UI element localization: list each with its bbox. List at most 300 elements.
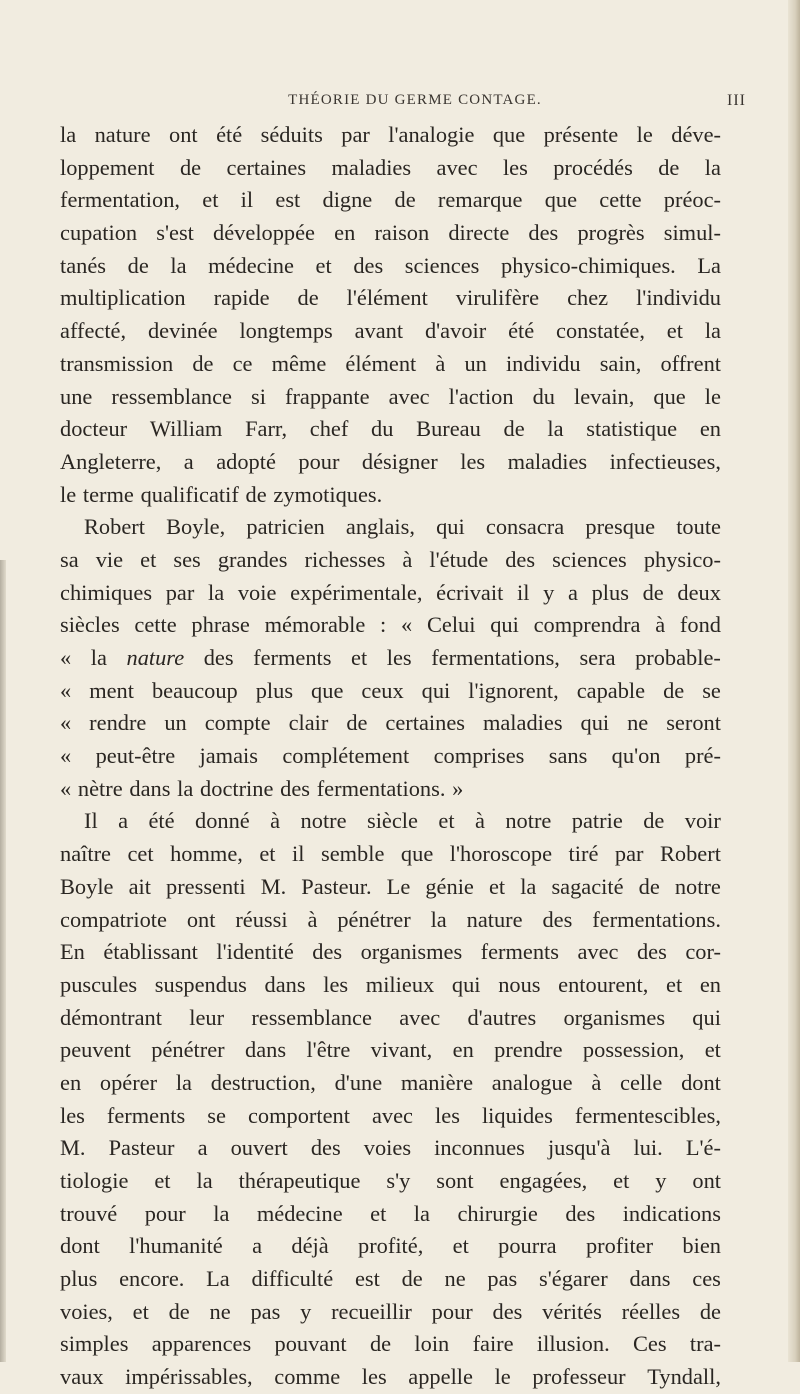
word: d'une [334,1069,383,1095]
text-line [60,805,721,838]
word: déve- [671,122,721,147]
word: en [60,1069,82,1095]
text-line [60,577,721,610]
word: que [492,122,526,147]
word: de [369,1331,392,1357]
word: ne [444,1266,466,1292]
page-edge-shadow [788,0,800,1362]
word: tanés [60,252,107,278]
word: doctrine [200,775,274,801]
word: de [394,187,416,213]
word: que [311,677,344,703]
word: des [312,939,343,965]
word: été [148,808,175,834]
word: des [542,906,573,932]
word: même [271,350,327,376]
word: ait [128,873,151,899]
word: loppement [60,154,155,180]
word: comme [274,1364,341,1390]
word: tiologie [60,1168,129,1193]
text-line [60,1067,721,1100]
word: qui [692,1004,721,1030]
word: siècle [366,808,418,834]
word: qui [490,612,519,638]
text-line [60,1296,721,1329]
word: de [168,1298,190,1324]
word: s'est [156,220,194,246]
word: Boyle [60,873,114,899]
word: ont [169,122,198,147]
word: docteur [60,416,128,442]
word: de [297,285,319,311]
word: milieux [365,971,435,997]
word: à [307,906,318,932]
word: comprendra [533,612,641,638]
word: Robert [84,514,145,540]
word: l'analogie [388,122,475,147]
word: remarque [437,187,523,213]
word: la [90,645,107,670]
word: et [259,841,276,867]
word: déjà [291,1233,329,1259]
word: la [207,579,225,605]
word: pouvant [274,1331,347,1357]
word: appelle [408,1364,473,1390]
text-line [60,217,721,250]
word: les [460,448,486,474]
word: ses [173,546,201,572]
text-line [60,1230,721,1263]
word: cette [134,612,177,638]
word: par [341,122,370,147]
word: toute [676,514,721,540]
word: médecine [208,252,294,278]
word: désigner [361,448,438,474]
word: sain, [599,350,642,376]
word: Angleterre, [60,448,162,474]
word: grandes [217,546,288,572]
word: tiré [568,841,599,867]
word: qui [580,710,610,736]
word: et [315,252,332,278]
word: séduits [260,122,323,147]
word: dans [129,775,171,801]
word: un [164,710,187,736]
word: l'action [448,383,514,409]
text-line [60,642,721,675]
word: manière [400,1069,474,1095]
word: pénétrer [337,906,411,932]
word: comprises [433,743,525,769]
word: la [196,1168,213,1193]
text-line [60,479,721,512]
word: de [179,154,202,180]
text-line [60,544,721,577]
word: l'horoscope [449,841,553,867]
word: beaucoup [151,677,238,703]
word: profiter [585,1233,654,1259]
word: et [154,1168,171,1193]
word: multiplication [60,285,186,311]
word: zymotiques. [273,481,383,507]
word: avec [399,1004,441,1030]
word: et [452,1233,469,1259]
word: des [505,546,536,572]
word: été [216,122,243,147]
word: notre [505,808,552,834]
word: leur [189,1004,225,1030]
word: devinée [147,318,218,344]
word: Pasteur. [301,873,372,899]
word: la [413,1200,430,1226]
word: « [60,710,72,736]
word: mémorable [264,612,366,638]
word: tra- [689,1331,721,1357]
word: a [183,448,194,474]
word: physico- [643,546,721,572]
word: clair [288,710,329,736]
word: d'autres [467,1004,537,1030]
word: a [197,1135,208,1161]
word: celle [620,1069,663,1095]
text-line [60,282,721,315]
word: naître [60,841,111,867]
word: il [516,579,530,605]
word: nature [126,645,185,670]
word: nature [466,906,523,932]
word: de [127,252,149,278]
text-line [60,184,721,217]
word: chirurgie [457,1200,538,1226]
word: se [207,1102,226,1128]
word: profité, [358,1233,424,1259]
word: offrent [660,350,721,376]
word: les [60,1102,85,1128]
text-line [60,1132,721,1165]
word: opérer [99,1069,158,1095]
word: Il [84,808,98,834]
word: adopté [216,448,276,474]
word: patrie [571,808,623,834]
word: frappante [284,383,370,409]
word: La [206,1266,230,1292]
word: Boyle, [166,514,226,540]
word: seront [666,710,721,736]
word: se [702,677,721,703]
word: directe [448,220,510,246]
word: ceux [361,677,404,703]
word: Robert [659,841,721,867]
word: compatriote [60,906,167,932]
word: comportent [247,1102,350,1128]
word: maladies [507,448,588,474]
text-line [60,413,721,446]
word: la [213,1200,230,1226]
word: de [642,579,664,605]
word: des [636,939,667,965]
word: Farr, [245,416,288,442]
word: ces [692,1266,721,1292]
word: a [567,579,578,605]
word: dans [264,971,306,997]
word: notre [674,873,721,899]
word: plus [60,1266,98,1292]
word: présente [543,122,619,147]
word: génie [425,873,474,899]
word: pour [298,448,340,474]
word: « [60,775,72,801]
word: y [655,1168,667,1193]
word: statistique [586,416,678,442]
text-line [60,1034,721,1067]
word: la [177,775,194,801]
word: anglais, [345,514,415,540]
word: dont [681,1069,721,1095]
word: ne [627,710,649,736]
word: ont [692,1168,721,1193]
text-line [60,1165,721,1198]
word: en [334,220,356,246]
word: voir [684,808,721,834]
word: sans [548,743,588,769]
text-line [60,1002,721,1035]
word: progrès [577,220,645,246]
text-line [60,969,721,1002]
word: ouvert [230,1135,288,1161]
word: entourent, [558,971,649,997]
word: pourra [498,1233,557,1259]
text-line [60,838,721,871]
word: de [643,808,665,834]
word: organismes [360,939,463,965]
word: probable- [635,645,721,670]
page-number: III [727,92,746,109]
word: de [192,350,214,376]
text-line [60,1100,721,1133]
word: expérimentale, [290,579,423,605]
word: sciences [404,252,480,278]
word: les [386,645,412,670]
word: fermentation, [60,187,180,213]
word: levain, [574,383,635,409]
word: rendre [89,710,147,736]
word: réelles [621,1298,681,1324]
word: raison [374,220,430,246]
word: vivant, [370,1037,433,1063]
text-line [60,1328,721,1361]
word: et [488,873,506,899]
word: sont [436,1168,474,1193]
word: nous [498,971,541,997]
word: plus [255,677,294,703]
word: a [252,1233,263,1259]
word: dans [245,1037,287,1063]
word: dans [629,1266,671,1292]
word: professeur [532,1364,626,1390]
word: impérissables, [125,1364,253,1390]
word: procédés [553,154,633,180]
word: consacra [485,514,565,540]
word: que [653,383,686,409]
word: engagées, [499,1168,588,1193]
word: analogue [491,1069,573,1095]
word: et [704,1037,721,1063]
word: ressemblance [251,1004,372,1030]
word: une [60,383,93,409]
text-line [60,773,721,806]
word: « [60,743,72,769]
word: lui. [633,1135,663,1161]
word: la [60,122,77,147]
binding-shadow [0,560,6,1362]
text-line [60,381,721,414]
text-line [60,936,721,969]
word: à [591,1069,602,1095]
word: l'individu [636,285,721,311]
word: maladies [482,710,563,736]
word: qualificatif [140,481,239,507]
word: trouvé [60,1200,118,1226]
word: infectieuses, [609,448,721,474]
word: et [613,1168,630,1193]
word: la [704,318,721,344]
word: il [292,841,305,867]
word: du [532,383,555,409]
word: les [502,154,528,180]
word: la [547,416,564,442]
word: virulifère [455,285,540,311]
word: à [655,612,666,638]
word: certaines [226,154,307,180]
word: voies, [60,1298,113,1324]
word: et [202,187,219,213]
text-line [60,250,721,283]
word: la [175,1069,192,1095]
word: et [140,546,157,572]
word: en [699,971,721,997]
word: affecté, [60,318,127,344]
word: peuvent [60,1037,131,1063]
word: des [492,1298,523,1324]
word: liquides [481,1102,553,1128]
word: pressenti [166,873,246,899]
word: il [240,187,254,213]
word: puscules [60,971,138,997]
word: homme, [170,841,243,867]
text-line [60,707,721,740]
word: avant [354,318,404,344]
word: digne [322,187,373,213]
word: d'avoir [424,318,487,344]
word: complétement [282,743,410,769]
word: dont [60,1233,100,1259]
word: l'identité [216,939,294,965]
word: chef [309,416,349,442]
text-line [60,740,721,773]
word: des [280,775,310,801]
word: pénétrer [151,1037,225,1063]
word: les [361,1364,387,1390]
word: un [464,350,487,376]
word: les [323,971,349,997]
word: ferments [253,645,332,670]
word: sera [579,645,616,670]
word: ferments [480,939,559,965]
word: des [310,1135,341,1161]
text-line [60,152,721,185]
word: jusqu'à [547,1135,611,1161]
word: l'humanité [129,1233,223,1259]
word: pas [250,1298,281,1324]
text-line [60,446,721,479]
text-line [60,609,721,642]
word: qui [436,514,465,540]
word: la [704,154,721,180]
word: que [544,187,578,213]
word: M. [60,1135,86,1161]
word: démontrant [60,1004,162,1030]
word: à [402,546,413,572]
word: notre [300,808,347,834]
word: de [401,1266,423,1292]
word: physico-chimiques. [501,252,676,278]
word: avec [388,383,430,409]
word: donné [195,808,250,834]
word: semble [320,841,385,867]
word: les [435,1102,460,1128]
text-line [60,1263,721,1296]
word: Bureau [416,416,481,442]
word: ferments [106,1102,186,1128]
word: sciences [552,546,627,572]
word: de [245,481,267,507]
word: établissant [103,939,198,965]
word: certaines [385,710,465,736]
word: par [614,841,644,867]
word: En [60,939,85,965]
word: que [400,841,434,867]
word: presque [585,514,656,540]
word: terme [82,481,134,507]
word: illusion. [536,1331,610,1357]
word: compte [204,710,271,736]
word: Tyndall, [647,1364,721,1390]
text-line [60,348,721,381]
word: Pasteur [108,1135,175,1161]
word: siècles [60,612,120,638]
word: fond [679,612,721,638]
word: le [704,383,721,409]
word: destruction, [210,1069,316,1095]
word: ment [89,677,134,703]
text-line [60,511,721,544]
word: thérapeutique [238,1168,361,1193]
word: fermentations. [316,775,446,801]
word: ont [186,906,216,932]
word: l'étude [429,546,489,572]
word: longtemps [239,318,333,344]
word: peut-être [95,743,176,769]
word: William [149,416,223,442]
word: La [697,252,721,278]
word: jamais [199,743,258,769]
word: de [699,1298,721,1324]
text-line [60,119,721,152]
word: difficulté [251,1266,334,1292]
word: élément [345,350,417,376]
word: apparences [151,1331,252,1357]
word: possession, [582,1037,685,1063]
